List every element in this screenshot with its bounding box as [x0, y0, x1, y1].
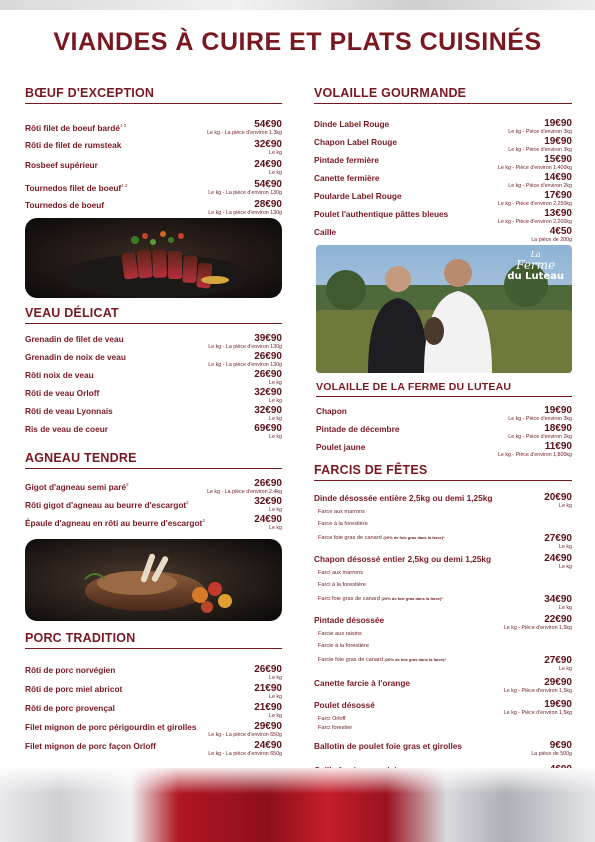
item-note: Le kg - La pièce d'environ 130g [208, 190, 282, 196]
item-price: 15€90 [544, 154, 572, 165]
item-note: Le kg [559, 605, 572, 611]
item-name: Gigot d'agneau semi paré [25, 481, 127, 492]
section-title-boeuf: BŒUF D'EXCEPTION [25, 86, 282, 104]
item-note: Le kg [269, 694, 282, 700]
item-name: Rosbeef supérieur [25, 160, 98, 170]
item-name: Pintade de décembre [316, 424, 400, 434]
item-price: 26€90 [254, 351, 282, 362]
item-price: 34€90 [544, 594, 572, 605]
section-boeuf [25, 86, 282, 216]
menu-item [314, 554, 572, 570]
variant: Farci Orloff [318, 716, 346, 722]
variant-small: (20% de foie gras dans la farce)* [383, 535, 445, 540]
menu-item [314, 191, 572, 207]
item-note: Le kg - La pièce d'environ 650g [208, 732, 282, 738]
item-note: Le kg [559, 666, 572, 672]
menu-item [25, 370, 282, 386]
item-name: Dinde désossée entière 2,5kg ou demi 1,25kg [314, 493, 493, 503]
item-price: 21€90 [254, 683, 282, 694]
allergen-note: 1 2 [121, 183, 128, 188]
item-note: Le kg [559, 544, 572, 550]
variant: Farce aux marrons [318, 509, 365, 515]
item-price: 19€90 [544, 136, 572, 147]
menu-item [25, 388, 282, 404]
item-price: 54€90 [254, 179, 282, 190]
item-price: 26€90 [254, 664, 282, 675]
section-title-agneau: AGNEAU TENDRE [25, 451, 282, 469]
item-price: 19€90 [544, 118, 572, 129]
menu-item [25, 140, 282, 156]
item-note: Le kg [269, 675, 282, 681]
item-note: Le kg [269, 170, 282, 176]
item-price: 26€90 [254, 478, 282, 489]
item-note: Le kg - La pièce d'environ 130g [208, 344, 282, 350]
item-name: Rôti filet de boeuf bardé [25, 122, 120, 133]
menu-item [314, 155, 572, 171]
menu-item [25, 160, 282, 176]
item-name: Grenadin de filet de veau [25, 334, 124, 344]
item-name: Chapon Label Rouge [314, 137, 397, 147]
menu-item [25, 406, 282, 422]
item-note: Le kg [269, 507, 282, 513]
item-name: Chapon [316, 406, 347, 416]
variant: Farcie aux raisins [318, 631, 362, 637]
item-note: Le kg - Pièce d'environ 1,5kg [503, 710, 572, 716]
item-name: Tournedos filet de boeuf [25, 182, 122, 193]
variant: Farci forestier [318, 725, 353, 731]
item-note: Le kg - Pièce d'environ 3kg [508, 147, 572, 153]
item-note: La pièce de 200g [531, 237, 572, 243]
menu-item [314, 227, 572, 243]
item-note: Le kg - Pièce d'environ 2kg [508, 434, 572, 440]
item-name: Rôti de veau Orloff [25, 388, 100, 398]
menu-item [25, 334, 282, 350]
allergen-note: 2 [126, 482, 129, 487]
menu-item [316, 424, 572, 440]
menu-item [314, 173, 572, 189]
item-note: Le kg - La pièce d'environ 2.4kg [207, 489, 282, 495]
item-price: 69€90 [254, 423, 282, 434]
item-name: Épaule d'agneau en rôti au beurre d'escargot [25, 517, 203, 528]
menu-item [314, 209, 572, 225]
variant: Farci à la forestière [318, 582, 366, 588]
item-name: Grenadin de noix de veau [25, 352, 126, 362]
item-note: Le kg [269, 150, 282, 156]
item-note: Le kg [269, 416, 282, 422]
item-name: Pintade fermière [314, 155, 380, 165]
item-price: 24€90 [254, 159, 282, 170]
item-note: Le kg - La pièce d'environ 1.3kg [207, 130, 282, 136]
section-title-farcis: FARCIS DE FÊTES [314, 463, 572, 481]
section-title-porc: PORC TRADITION [25, 631, 282, 649]
menu-item [25, 665, 282, 681]
right-column [314, 86, 572, 757]
variant: Farcie à la forestière [318, 643, 369, 649]
item-price: 21€90 [254, 702, 282, 713]
ferme-du-luteau-logo [507, 251, 564, 282]
allergen-note: 2 [186, 500, 189, 505]
item-price: 28€90 [254, 199, 282, 210]
menu-item [25, 684, 282, 700]
variant-priced [314, 534, 572, 550]
steak-image [25, 218, 282, 298]
section-luteau [316, 381, 572, 458]
item-note: Le kg [269, 398, 282, 404]
variant-priced [314, 595, 572, 611]
item-price: 17€90 [544, 190, 572, 201]
variant: Farci aux marrons [318, 570, 364, 576]
item-price: 29€90 [544, 677, 572, 688]
menu-item [314, 119, 572, 135]
item-name: Canette fermière [314, 173, 380, 183]
menu-item [316, 406, 572, 422]
item-name: Poulet jaune [316, 442, 366, 452]
item-note: Le kg - Pièce d'environ 3kg [508, 416, 572, 422]
item-name: Poulet l'authentique pâttes bleues [314, 209, 449, 219]
variant-small: (20% de foie gras dans la farce)* [384, 657, 446, 662]
steak-photo [25, 218, 282, 298]
item-name: Canette farcie à l'orange [314, 678, 411, 688]
item-name: Ballotin de poulet foie gras et girolles [314, 741, 462, 751]
item-name: Pintade désossée [314, 615, 385, 625]
variant-priced [314, 656, 572, 672]
menu-item [316, 442, 572, 458]
item-name: Rôti de filet de rumsteak [25, 140, 122, 150]
item-name: Tournedos de boeuf [25, 200, 105, 210]
menu-item [314, 493, 572, 509]
item-note: Le kg [559, 564, 572, 570]
item-note: Le kg - Pièce d'environ 2kg [508, 183, 572, 189]
item-note: Le kg - Pièce d'environ 1,5kg [503, 625, 572, 631]
item-note: La pièce de 500g [531, 751, 572, 757]
item-name: Rôti de porc norvégien [25, 665, 116, 675]
menu-item [314, 741, 572, 757]
item-price: 19€90 [544, 405, 572, 416]
menu-item [314, 678, 572, 694]
allergen-note: 1 2 [119, 123, 127, 128]
item-price: 13€90 [544, 208, 572, 219]
menu-item [25, 120, 282, 136]
item-note: Le kg [269, 434, 282, 440]
variant: Farce à la forestière [318, 521, 368, 527]
item-note: Le kg - Pièce d'environ 1,400kg [497, 165, 572, 171]
menu-item [25, 200, 282, 216]
bottom-decor-strip [0, 768, 595, 842]
variant-label: Farcie foie gras de canard [318, 657, 383, 663]
item-price: 20€90 [544, 492, 572, 503]
menu-item [314, 700, 572, 716]
item-name: Filet mignon de porc périgourdin et girolles [25, 722, 197, 732]
item-price: 22€90 [544, 614, 572, 625]
item-price: 54€90 [254, 119, 282, 130]
item-note: Le kg [559, 503, 572, 509]
item-note: Le kg - Pièce d'environ 2,200kg [497, 219, 572, 225]
item-name: Rôti de veau Lyonnais [25, 406, 113, 416]
item-note: Le kg [269, 525, 282, 531]
item-price: 11€90 [544, 441, 572, 452]
item-note: Le kg - Pièce d'environ 1,800kg [497, 452, 572, 458]
item-name: Caille [314, 227, 337, 237]
item-price: 14€90 [544, 172, 572, 183]
variant-small: (20% de foie gras dans la farce)* [381, 596, 443, 601]
item-price: 18€90 [544, 423, 572, 434]
logo-line-2: Ferme [516, 258, 556, 272]
item-note: Le kg - Pièce d'environ 1,5kg [503, 688, 572, 694]
item-price: 32€90 [254, 405, 282, 416]
lamb-photo [25, 539, 282, 621]
section-veau [25, 306, 282, 440]
menu-item [25, 180, 282, 196]
item-name: Chapon désossé entier 2,5kg ou demi 1,25kg [314, 554, 492, 564]
item-note: Le kg [269, 713, 282, 719]
menu-item [25, 703, 282, 719]
item-price: 24€90 [254, 740, 282, 751]
item-name: Filet mignon de porc façon Orloff [25, 741, 156, 751]
item-name: Rôti noix de veau [25, 370, 94, 380]
item-note: Le kg - La pièce d'environ 130g [208, 210, 282, 216]
item-note: Le kg - La pièce d'environ 650g [208, 751, 282, 757]
menu-item [25, 479, 282, 495]
left-column [25, 86, 282, 757]
allergen-note: 2 [202, 518, 205, 523]
top-decor-bar [0, 0, 595, 10]
menu-item [25, 424, 282, 440]
item-price: 32€90 [254, 387, 282, 398]
item-price: 26€90 [254, 369, 282, 380]
item-name: Rôti de porc miel abricot [25, 684, 123, 694]
menu-item [25, 352, 282, 368]
section-porc [25, 631, 282, 757]
variant-label: Farce foie gras de canard [318, 535, 382, 541]
item-name: Rôti gigot d'agneau au beurre d'escargot [25, 499, 187, 510]
section-farcis [314, 463, 572, 781]
item-price: 9€90 [549, 740, 572, 751]
item-price: 24€90 [254, 514, 282, 525]
item-price: 27€90 [544, 655, 572, 666]
item-note: Le kg - Pièce d'environ 3kg [508, 129, 572, 135]
item-price: 29€90 [254, 721, 282, 732]
section-title-volaille: VOLAILLE GOURMANDE [314, 86, 572, 104]
farmers-photo [316, 245, 572, 373]
item-price: 32€90 [254, 139, 282, 150]
item-name: Rôti de porc provençal [25, 703, 115, 713]
item-price: 24€90 [544, 553, 572, 564]
bottom-strip-fade [0, 768, 595, 842]
menu-item [25, 497, 282, 513]
item-note: Le kg - Pièce d'environ 2,250kg [497, 201, 572, 207]
menu-item [25, 741, 282, 757]
variant-label: Farci foie gras de canard [318, 596, 380, 602]
menu-item [314, 137, 572, 153]
item-name: Dinde Label Rouge [314, 119, 390, 129]
menu-item [25, 722, 282, 738]
item-note: Le kg [269, 380, 282, 386]
item-price: 39€90 [254, 333, 282, 344]
section-title-veau: VEAU DÉLICAT [25, 306, 282, 324]
section-volaille [314, 86, 572, 243]
lamb-image [25, 539, 282, 621]
section-agneau [25, 451, 282, 531]
logo-line-1: La [530, 250, 541, 259]
menu-item [25, 515, 282, 531]
item-name: Poulet désossé [314, 700, 375, 710]
page-title: VIANDES À CUIRE ET PLATS CUISINÉS [53, 28, 542, 56]
logo-line-3: du Luteau [507, 271, 564, 282]
item-name: Ris de veau de coeur [25, 424, 109, 434]
item-price: 27€90 [544, 533, 572, 544]
item-price: 32€90 [254, 496, 282, 507]
item-price: 4€50 [549, 226, 572, 237]
item-note: Le kg - La pièce d'environ 130g [208, 362, 282, 368]
section-title-luteau: VOLAILLE DE LA FERME DU LUTEAU [316, 381, 572, 397]
item-price: 19€90 [544, 699, 572, 710]
item-name: Poularde Label Rouge [314, 191, 402, 201]
menu-item [314, 615, 572, 631]
